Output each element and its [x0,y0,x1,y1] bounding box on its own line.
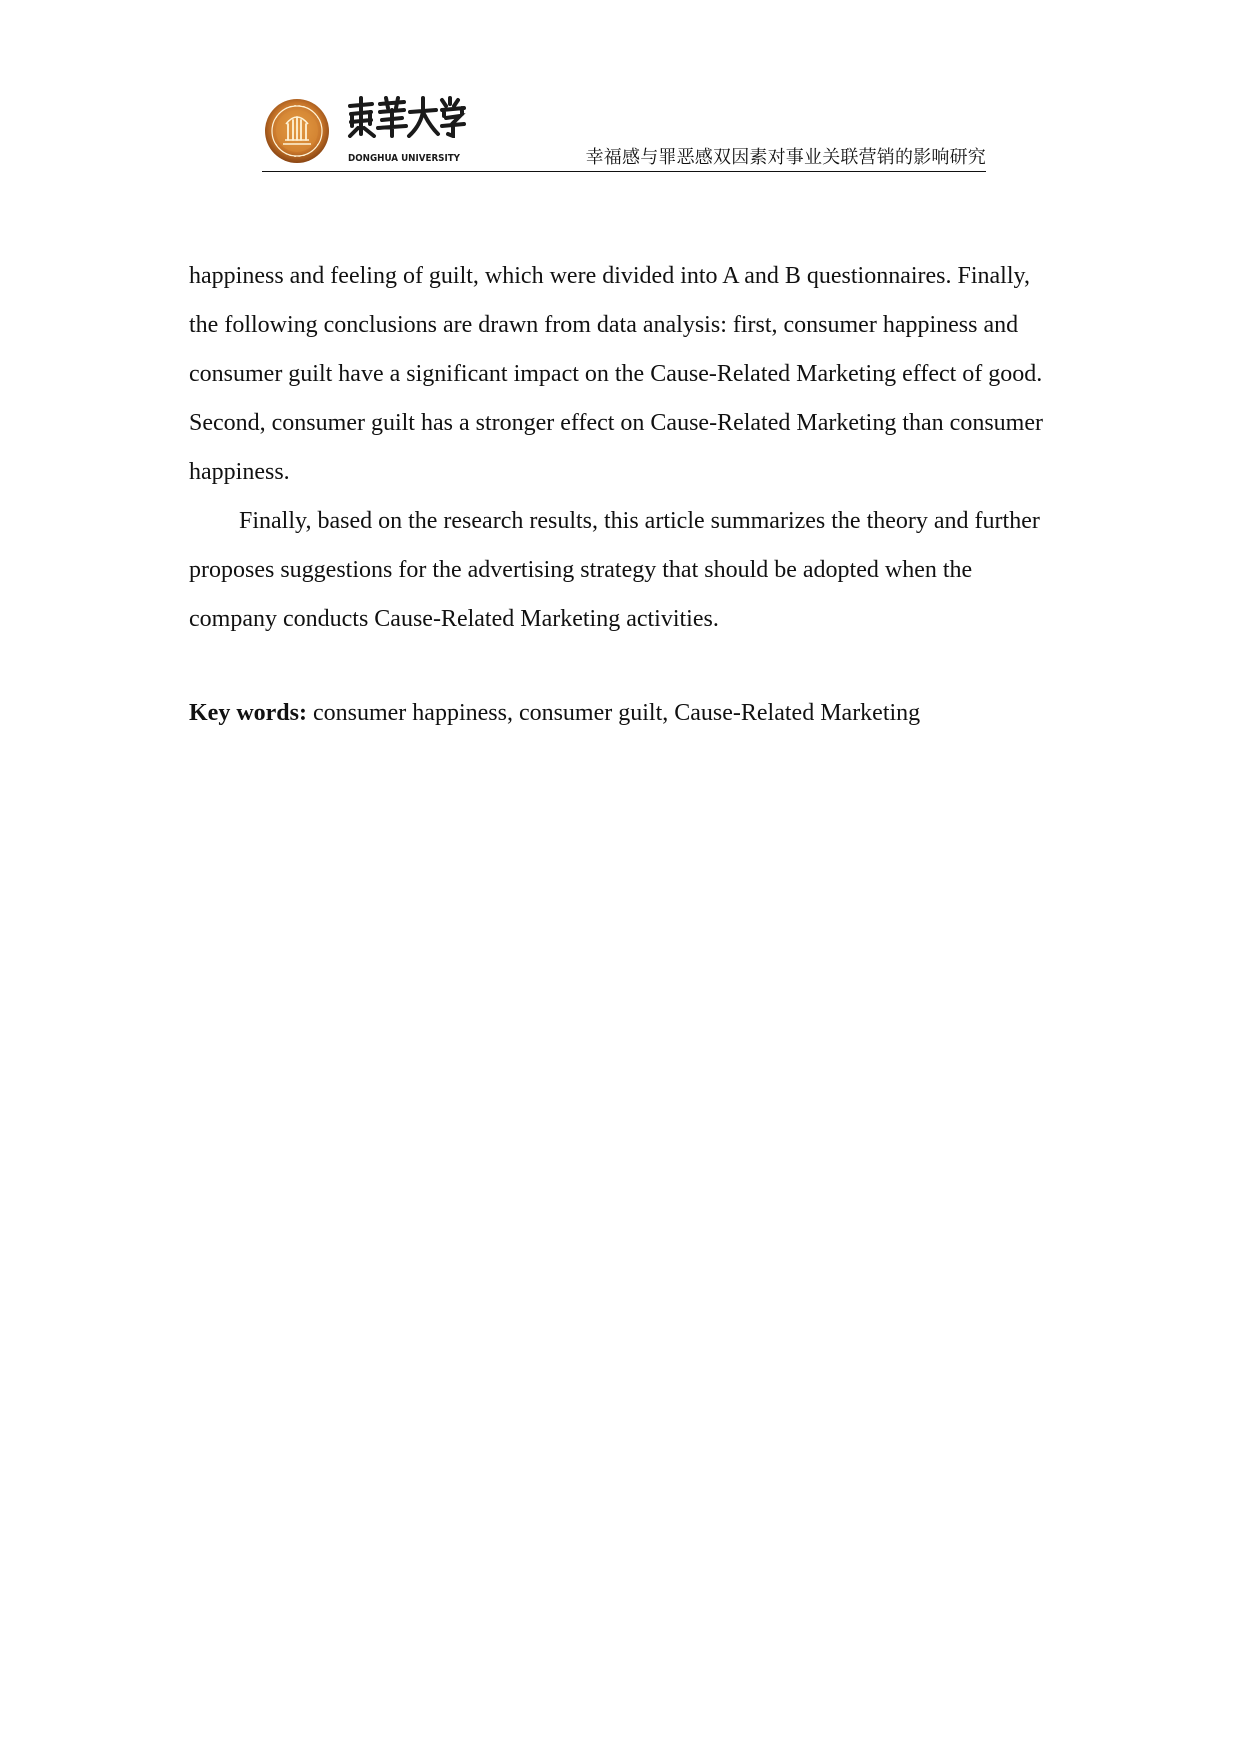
university-name-latin [346,150,466,164]
keywords-label: Key words: [189,700,307,726]
university-logo [262,96,462,168]
university-name-cjk [346,96,466,138]
university-seal-icon [264,98,330,164]
keywords-text: consumer happiness, consumer guilt, Cause-Related Marketing [306,700,921,726]
page-header [262,92,986,172]
keywords-line [189,689,1059,738]
svg-text:DONGHUA UNIVERSITY: DONGHUA UNIVERSITY [348,153,461,164]
abstract-body [189,252,1059,644]
running-title: 幸福感与罪恶感双因素对事业关联营销的影响研究 [585,147,986,168]
paragraph: Finally, based on the research results, this article summarizes the theory and further proposes suggestions for the advertising strategy that should be adopted when the company conducts Cause-Related Marketing activities. [189,508,1040,632]
paragraph: happiness and feeling of guilt, which were divided into A and B questionnaires. Finally, the following conclusions are drawn from data analysis: first, consumer happiness and consumer guilt have a significant impact on the Cause-Related Marketing effect of good. Second, consumer guilt has a stronger effect on Cause-Related Marketing than consumer happiness. [189,263,1043,485]
